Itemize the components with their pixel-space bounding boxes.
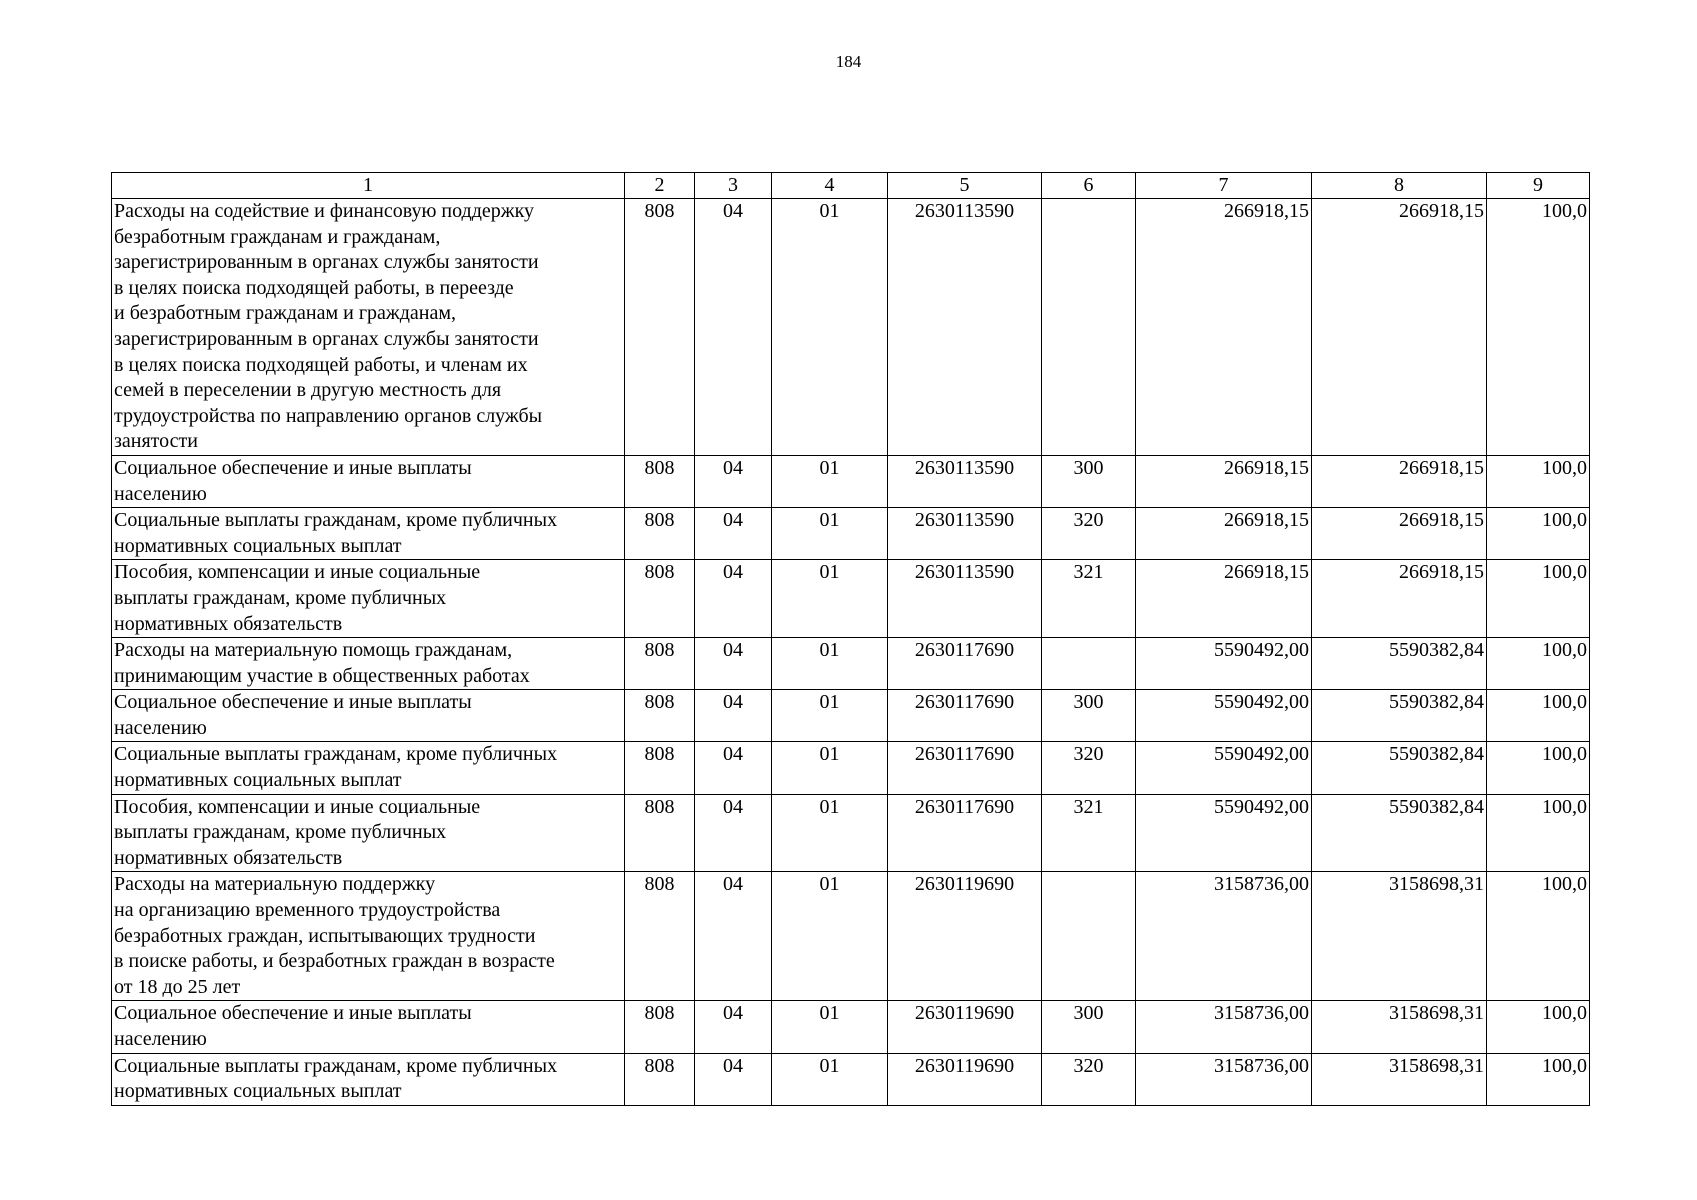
table-row: [112, 455, 1590, 507]
row-description: [112, 1001, 625, 1053]
description-line: населению: [114, 482, 207, 505]
planned-amount: 5590492,00: [1136, 742, 1312, 794]
description-line: Пособия, компенсации и иные социальные: [114, 795, 481, 818]
executed-amount: 5590382,84: [1312, 690, 1487, 742]
table-row: [112, 560, 1590, 638]
table-row: [112, 794, 1590, 872]
description-line: нормативных обязательств: [114, 846, 343, 869]
admin-code: 808: [625, 508, 695, 560]
description-line: принимающим участие в общественных работах: [114, 664, 530, 687]
execution-percent: 100,0: [1487, 872, 1590, 1001]
section-code: 04: [695, 1053, 772, 1105]
execution-percent: 100,0: [1487, 508, 1590, 560]
description-line: на организацию временного трудоустройства: [114, 899, 501, 922]
header-cell: 9: [1487, 173, 1590, 199]
planned-amount: 3158736,00: [1136, 1053, 1312, 1105]
description-line: Социальные выплаты гражданам, кроме публичных: [114, 509, 558, 532]
description-line: нормативных социальных выплат: [114, 769, 402, 792]
executed-amount: 3158698,31: [1312, 1001, 1487, 1053]
target-article-code: 2630117690: [888, 742, 1042, 794]
admin-code: 808: [625, 560, 695, 638]
execution-percent: 100,0: [1487, 794, 1590, 872]
section-code: 04: [695, 794, 772, 872]
execution-percent: 100,0: [1487, 455, 1590, 507]
header-row: [112, 173, 1590, 199]
table-body: [112, 199, 1590, 1106]
planned-amount: 3158736,00: [1136, 1001, 1312, 1053]
admin-code: 808: [625, 794, 695, 872]
description-line: Социальное обеспечение и иные выплаты: [114, 691, 472, 714]
table-row: [112, 199, 1590, 456]
description-line: в целях поиска подходящей работы, в переезде: [114, 276, 514, 299]
row-description: [112, 508, 625, 560]
subsection-code: 01: [772, 1001, 888, 1053]
section-code: 04: [695, 1001, 772, 1053]
expense-type-code: 321: [1042, 560, 1136, 638]
description-line: безработным гражданам и гражданам,: [114, 225, 441, 248]
header-cell: 3: [695, 173, 772, 199]
description-line: зарегистрированным в органах службы занятости: [114, 327, 539, 350]
description-line: от 18 до 25 лет: [114, 975, 241, 998]
admin-code: 808: [625, 455, 695, 507]
section-code: 04: [695, 455, 772, 507]
execution-percent: 100,0: [1487, 742, 1590, 794]
table-row: [112, 508, 1590, 560]
admin-code: 808: [625, 742, 695, 794]
description-line: Социальные выплаты гражданам, кроме публичных: [114, 743, 558, 766]
planned-amount: 266918,15: [1136, 560, 1312, 638]
budget-table: [111, 172, 1590, 1106]
description-line: нормативных социальных выплат: [114, 534, 402, 557]
target-article-code: 2630119690: [888, 1053, 1042, 1105]
execution-percent: 100,0: [1487, 638, 1590, 690]
expense-type-code: 320: [1042, 508, 1136, 560]
expense-type-code: [1042, 199, 1136, 456]
description-line: зарегистрированным в органах службы занятости: [114, 251, 539, 274]
admin-code: 808: [625, 1053, 695, 1105]
target-article-code: 2630113590: [888, 508, 1042, 560]
section-code: 04: [695, 638, 772, 690]
description-line: нормативных обязательств: [114, 612, 343, 635]
expense-type-code: 300: [1042, 1001, 1136, 1053]
subsection-code: 01: [772, 690, 888, 742]
header-cell: 2: [625, 173, 695, 199]
table-row: [112, 1001, 1590, 1053]
execution-percent: 100,0: [1487, 690, 1590, 742]
section-code: 04: [695, 872, 772, 1001]
description-line: и безработным гражданам и гражданам,: [114, 302, 457, 325]
subsection-code: 01: [772, 794, 888, 872]
subsection-code: 01: [772, 1053, 888, 1105]
description-line: населению: [114, 1028, 207, 1050]
row-description: [112, 199, 625, 456]
description-line: Расходы на содействие и финансовую поддержку: [114, 200, 534, 222]
expense-type-code: 320: [1042, 1053, 1136, 1105]
execution-percent: 100,0: [1487, 1053, 1590, 1105]
planned-amount: 266918,15: [1136, 508, 1312, 560]
subsection-code: 01: [772, 455, 888, 507]
target-article-code: 2630113590: [888, 199, 1042, 456]
expense-type-code: [1042, 638, 1136, 690]
table-row: [112, 742, 1590, 794]
header-cell: 7: [1136, 173, 1312, 199]
description-line: населению: [114, 716, 207, 739]
executed-amount: 5590382,84: [1312, 638, 1487, 690]
description-line: выплаты гражданам, кроме публичных: [114, 821, 447, 844]
description-line: в целях поиска подходящей работы, и членам их: [114, 353, 528, 376]
subsection-code: 01: [772, 742, 888, 794]
admin-code: 808: [625, 199, 695, 456]
executed-amount: 3158698,31: [1312, 1053, 1487, 1105]
executed-amount: 266918,15: [1312, 199, 1487, 456]
description-line: Социальное обеспечение и иные выплаты: [114, 1002, 472, 1025]
description-line: Расходы на материальную поддержку: [114, 873, 436, 896]
executed-amount: 266918,15: [1312, 508, 1487, 560]
expense-type-code: 300: [1042, 455, 1136, 507]
planned-amount: 266918,15: [1136, 199, 1312, 456]
row-description: [112, 455, 625, 507]
section-code: 04: [695, 508, 772, 560]
row-description: [112, 872, 625, 1001]
description-line: Социальное обеспечение и иные выплаты: [114, 456, 472, 479]
admin-code: 808: [625, 1001, 695, 1053]
admin-code: 808: [625, 690, 695, 742]
table-row: [112, 872, 1590, 1001]
target-article-code: 2630119690: [888, 1001, 1042, 1053]
description-line: безработных граждан, испытывающих трудности: [114, 924, 536, 947]
table-row: [112, 638, 1590, 690]
row-description: [112, 638, 625, 690]
description-line: выплаты гражданам, кроме публичных: [114, 586, 447, 609]
description-line: Расходы на материальную помощь гражданам,: [114, 639, 513, 662]
execution-percent: 100,0: [1487, 560, 1590, 638]
target-article-code: 2630113590: [888, 455, 1042, 507]
description-line: нормативных социальных выплат: [114, 1080, 402, 1103]
subsection-code: 01: [772, 560, 888, 638]
execution-percent: 100,0: [1487, 1001, 1590, 1053]
table-row: [112, 1053, 1590, 1105]
description-line: Социальные выплаты гражданам, кроме публичных: [114, 1054, 558, 1077]
subsection-code: 01: [772, 508, 888, 560]
row-description: [112, 560, 625, 638]
header-cell: 4: [772, 173, 888, 199]
expense-type-code: 321: [1042, 794, 1136, 872]
planned-amount: 5590492,00: [1136, 794, 1312, 872]
admin-code: 808: [625, 872, 695, 1001]
row-description: [112, 794, 625, 872]
description-line: занятости: [114, 430, 198, 453]
section-code: 04: [695, 199, 772, 456]
admin-code: 808: [625, 638, 695, 690]
target-article-code: 2630113590: [888, 560, 1042, 638]
target-article-code: 2630117690: [888, 690, 1042, 742]
target-article-code: 2630117690: [888, 794, 1042, 872]
description-line: в поиске работы, и безработных граждан в возрасте: [114, 950, 555, 973]
executed-amount: 5590382,84: [1312, 794, 1487, 872]
execution-percent: 100,0: [1487, 199, 1590, 456]
description-line: трудоустройства по направлению органов службы: [114, 404, 543, 427]
executed-amount: 3158698,31: [1312, 872, 1487, 1001]
subsection-code: 01: [772, 872, 888, 1001]
executed-amount: 266918,15: [1312, 455, 1487, 507]
section-code: 04: [695, 560, 772, 638]
header-cell: 1: [112, 173, 625, 199]
planned-amount: 3158736,00: [1136, 872, 1312, 1001]
target-article-code: 2630119690: [888, 872, 1042, 1001]
planned-amount: 5590492,00: [1136, 690, 1312, 742]
row-description: [112, 690, 625, 742]
header-cell: 5: [888, 173, 1042, 199]
expense-type-code: 300: [1042, 690, 1136, 742]
table-row: [112, 690, 1590, 742]
description-line: семей в переселении в другую местность для: [114, 379, 502, 402]
planned-amount: 266918,15: [1136, 455, 1312, 507]
expense-type-code: [1042, 872, 1136, 1001]
row-description: [112, 1053, 625, 1105]
page-number: 184: [835, 52, 862, 71]
header-cell: 6: [1042, 173, 1136, 199]
executed-amount: 266918,15: [1312, 560, 1487, 638]
subsection-code: 01: [772, 199, 888, 456]
target-article-code: 2630117690: [888, 638, 1042, 690]
section-code: 04: [695, 742, 772, 794]
header-cell: 8: [1312, 173, 1487, 199]
row-description: [112, 742, 625, 794]
executed-amount: 5590382,84: [1312, 742, 1487, 794]
planned-amount: 5590492,00: [1136, 638, 1312, 690]
description-line: Пособия, компенсации и иные социальные: [114, 561, 481, 584]
section-code: 04: [695, 690, 772, 742]
expense-type-code: 320: [1042, 742, 1136, 794]
subsection-code: 01: [772, 638, 888, 690]
